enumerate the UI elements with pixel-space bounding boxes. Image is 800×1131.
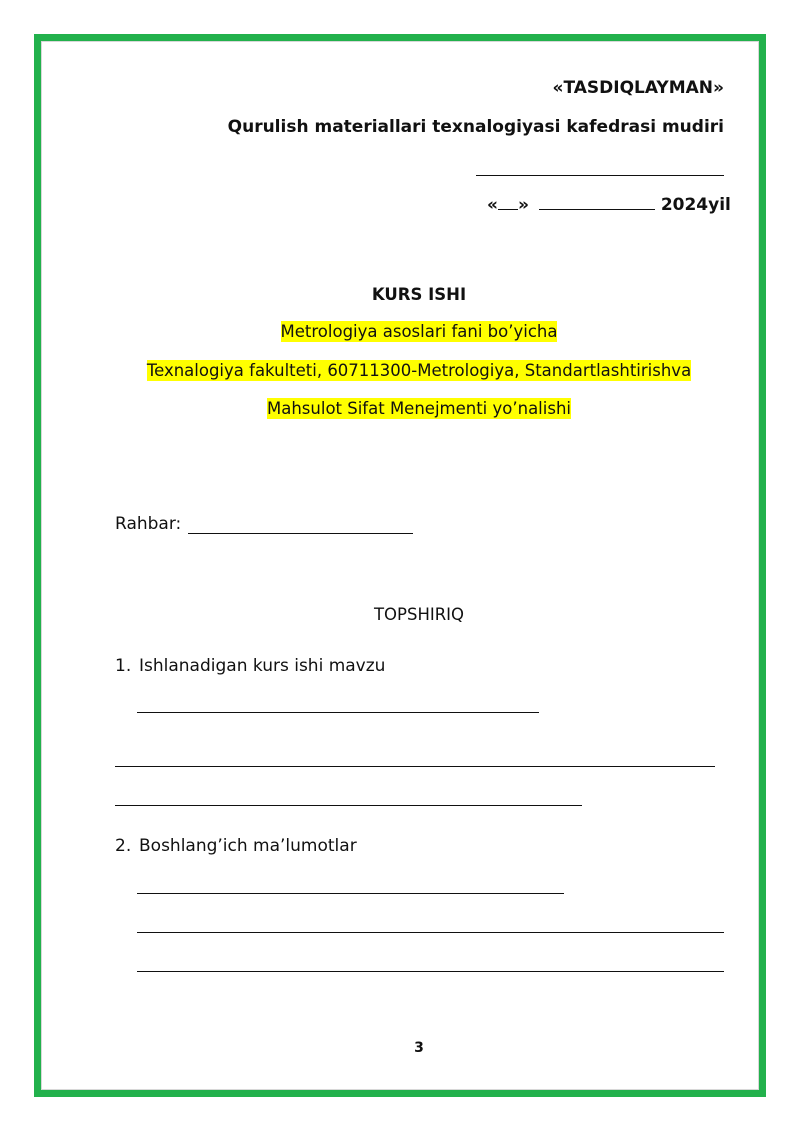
assignment-item-1: 1. Ishlanadigan kurs ishi mavzu (115, 656, 386, 676)
supervisor-label: Rahbar: (115, 514, 182, 534)
item-2-line-1 (137, 893, 564, 894)
signature-line (476, 175, 724, 176)
work-faculty: Texnalogiya fakulteti, 60711300-Metrologiya, Standartlashtirishva (146, 361, 692, 380)
approval-year: 2024yil (660, 195, 731, 215)
date-close-quote: » (517, 195, 529, 215)
item-1-line-2 (115, 766, 715, 767)
item-1-line-1 (137, 712, 539, 713)
approval-date (487, 195, 731, 215)
page-border (34, 34, 766, 1097)
month-blank (539, 195, 655, 210)
assignment-item-2: 2. Boshlang’ich ma’lumotlar (115, 836, 357, 856)
item-1-line-3 (115, 805, 582, 806)
supervisor-line (188, 533, 413, 534)
page-number: 3 (414, 1040, 424, 1056)
day-blank (498, 195, 518, 210)
work-direction: Mahsulot Sifat Menejmenti yo’nalishi (267, 399, 571, 418)
approval-title: «TASDIQLAYMAN» (552, 78, 724, 98)
date-open-quote: « (487, 195, 498, 215)
approval-position: Qurulish materiallari texnalogiyasi kafedrasi mudiri (227, 117, 724, 137)
assignment-title: TOPSHIRIQ (373, 605, 465, 624)
work-subject: Metrologiya asoslari fani bo’yicha (280, 322, 558, 341)
item-2-line-3 (137, 971, 724, 972)
work-title: KURS ISHI (371, 285, 467, 304)
item-2-line-2 (137, 932, 724, 933)
